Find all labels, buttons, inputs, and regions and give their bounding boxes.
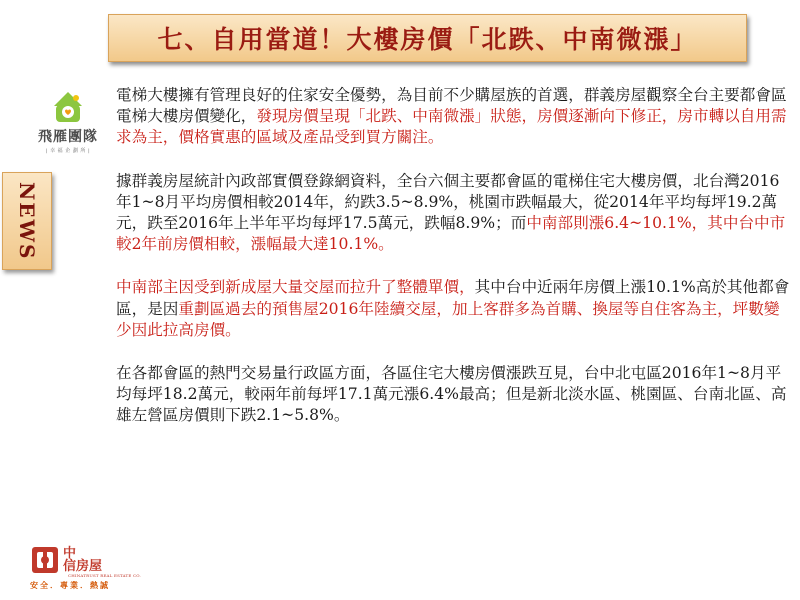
paragraph-3 — [116, 277, 792, 341]
text-span: 據群義房屋統計內政部實價登錄網資料，全台六個主要都會區的電梯住宅大樓房價，北台灣2016年1~8月平均房價相較2014年，約跌3.5~8.9%，桃園市跌幅最大，從2014年平均每坪19.2萬元，跌至2016年上半年平均每坪17.5萬元，跌幅8.9%；而 — [116, 171, 780, 233]
brand-chars — [63, 547, 102, 573]
paragraph-2 — [116, 171, 792, 256]
highlight-span: 中南部則漲6.4~10.1%，其中台中市較2年前房價相較，漲幅最大達10.1%。 — [116, 214, 786, 254]
title-banner — [108, 14, 747, 62]
text-span: 在各都會區的熱門交易量行政區方面，各區住宅大樓房價漲跌互見，台中北屯區2016年1~8月平均每坪18.2萬元，較兩年前每坪17.1萬元漲6.4%最高；但是新北淡水區、桃園區、台南北區、高雄左營區房價則下跌2.1~5.8%。 — [116, 364, 787, 425]
highlight-span: 重劃區過去的預售屋2016年陸續交屋，加上客群多為首購、換屋等自住客為主，坪數變少因此拉高房價。 — [116, 299, 780, 339]
text-span: 其中台中近兩年房價上漲10.1%高於其他都會區，是因 — [116, 278, 790, 318]
brand-char-1: 中 — [63, 546, 77, 561]
chinatrust-realty-logo-icon — [30, 545, 60, 575]
news-tab — [2, 172, 52, 270]
feiyan-team-brand — [32, 86, 104, 154]
article-body — [116, 85, 792, 449]
brand-slogan: 安全．專業．熱誠 — [30, 581, 110, 590]
highlight-span: 中南部主因受到新成屋大量交屋而拉升了整體單價， — [116, 278, 475, 297]
chinatrust-realty-brand — [30, 545, 141, 591]
brand-char-2: 信房屋 — [63, 559, 103, 574]
brand-bottom-row — [30, 545, 120, 575]
highlight-span: 發現房價呈現「北跌、中南微漲」狀態，房價逐漸向下修正，房市轉以自用需求為主，價格實惠的區域及產品受到買方關注。 — [116, 107, 787, 147]
page-title: 七、自用當道！大樓房價「北跌、中南微漲」 — [157, 25, 698, 54]
brand-english: CHINATRUST REAL ESTATE CO. — [68, 573, 141, 578]
paragraph-4 — [116, 363, 792, 427]
house-heart-logo-icon — [48, 86, 88, 126]
text-span: 電梯大樓擁有管理良好的住家安全優勢，為目前不少購屋族的首選，群義房屋觀察全台主要都會區電梯大樓房價變化， — [116, 86, 787, 126]
brand-tagline: | 幸 福 企 劃 所 | — [45, 148, 91, 154]
brand-name: 飛雁團隊 — [38, 129, 98, 145]
news-label: NEWS — [15, 181, 39, 261]
paragraph-1 — [116, 85, 792, 149]
